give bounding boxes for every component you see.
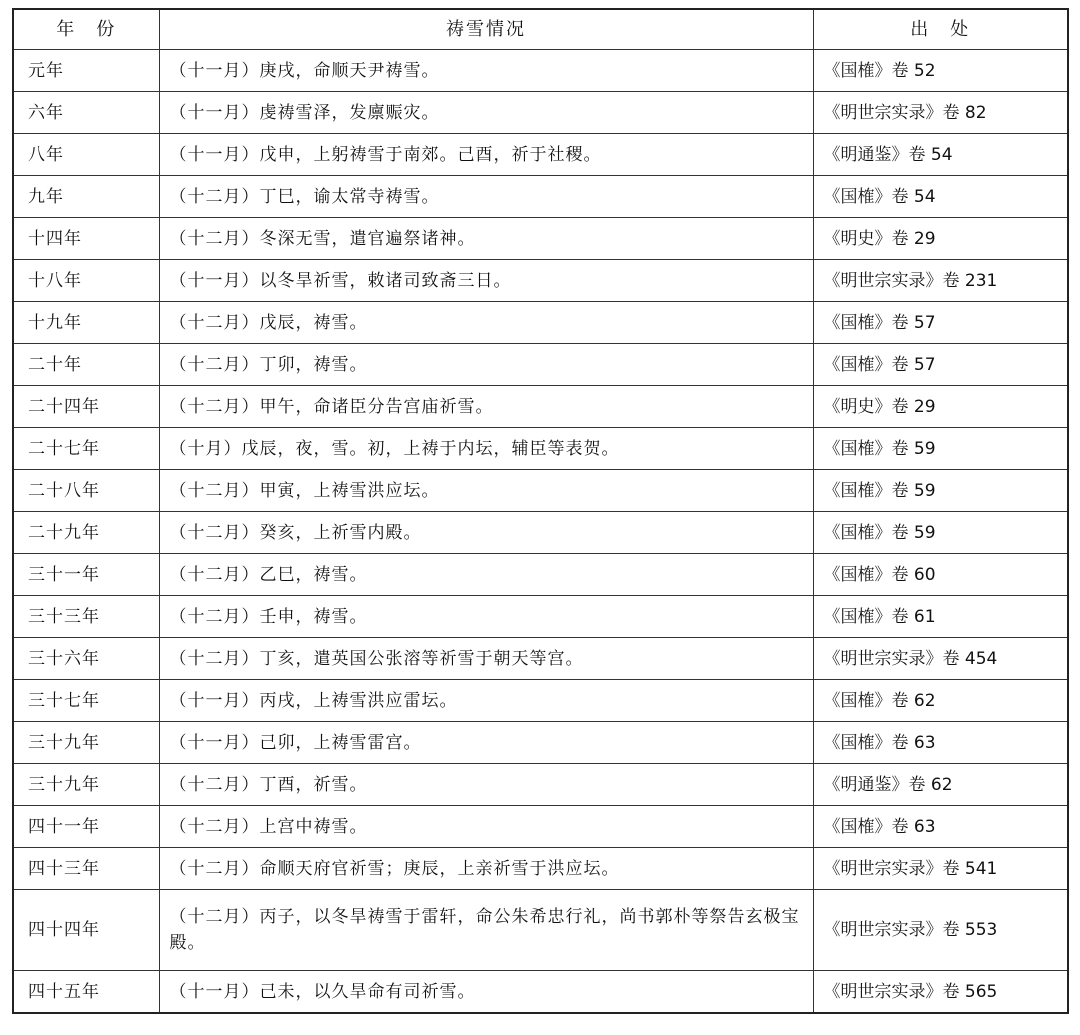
source-cell: 《国榷》卷 52 — [813, 50, 1068, 92]
source-cell: 《明史》卷 29 — [813, 218, 1068, 260]
table-row — [13, 470, 1068, 512]
table-row — [13, 176, 1068, 218]
source-cell: 《国榷》卷 63 — [813, 722, 1068, 764]
event-cell: （十二月）甲寅，上祷雪洪应坛。 — [159, 470, 813, 512]
table-row — [13, 218, 1068, 260]
table-header — [13, 9, 1068, 50]
source-cell: 《国榷》卷 63 — [813, 806, 1068, 848]
source-cell: 《明通鉴》卷 62 — [813, 764, 1068, 806]
event-cell: （十二月）甲午，命诸臣分告宫庙祈雪。 — [159, 386, 813, 428]
table-row — [13, 512, 1068, 554]
event-cell: （十月）戊辰，夜，雪。初，上祷于内坛，辅臣等表贺。 — [159, 428, 813, 470]
table-row — [13, 302, 1068, 344]
year-cell: 十八年 — [13, 260, 159, 302]
event-cell: （十一月）庚戌，命顺天尹祷雪。 — [159, 50, 813, 92]
event-cell: （十二月）冬深无雪，遣官遍祭诸神。 — [159, 218, 813, 260]
event-cell: （十一月）己卯，上祷雪雷宫。 — [159, 722, 813, 764]
event-cell: （十一月）虔祷雪泽，发廪赈灾。 — [159, 92, 813, 134]
year-cell: 四十三年 — [13, 848, 159, 890]
source-cell: 《国榷》卷 60 — [813, 554, 1068, 596]
source-cell: 《明通鉴》卷 54 — [813, 134, 1068, 176]
event-cell: （十二月）丁卯，祷雪。 — [159, 344, 813, 386]
source-cell: 《明世宗实录》卷 454 — [813, 638, 1068, 680]
event-cell: （十二月）戊辰，祷雪。 — [159, 302, 813, 344]
year-cell: 十九年 — [13, 302, 159, 344]
header-year: 年 份 — [13, 9, 159, 50]
year-cell: 六年 — [13, 92, 159, 134]
event-cell: （十一月）以冬旱祈雪，敕诸司致斋三日。 — [159, 260, 813, 302]
event-cell: （十二月）乙巳，祷雪。 — [159, 554, 813, 596]
year-cell: 四十一年 — [13, 806, 159, 848]
source-cell: 《国榷》卷 59 — [813, 428, 1068, 470]
year-cell: 二十八年 — [13, 470, 159, 512]
source-cell: 《明世宗实录》卷 553 — [813, 890, 1068, 971]
year-cell: 三十九年 — [13, 764, 159, 806]
table-row — [13, 680, 1068, 722]
table-row — [13, 971, 1068, 1014]
year-cell: 四十四年 — [13, 890, 159, 971]
source-cell: 《国榷》卷 57 — [813, 302, 1068, 344]
event-cell: （十一月）丙戌，上祷雪洪应雷坛。 — [159, 680, 813, 722]
table-row — [13, 92, 1068, 134]
table-row — [13, 722, 1068, 764]
source-cell: 《明世宗实录》卷 82 — [813, 92, 1068, 134]
event-cell: （十二月）丁巳，谕太常寺祷雪。 — [159, 176, 813, 218]
source-cell: 《国榷》卷 54 — [813, 176, 1068, 218]
table-row — [13, 554, 1068, 596]
table-row — [13, 764, 1068, 806]
snow-prayer-table — [12, 8, 1069, 1014]
table-row — [13, 344, 1068, 386]
source-cell: 《明史》卷 29 — [813, 386, 1068, 428]
event-cell: （十二月）上宫中祷雪。 — [159, 806, 813, 848]
event-cell: （十一月）己未，以久旱命有司祈雪。 — [159, 971, 813, 1014]
table-row — [13, 386, 1068, 428]
table-row — [13, 848, 1068, 890]
year-cell: 八年 — [13, 134, 159, 176]
table-row — [13, 134, 1068, 176]
table-row — [13, 806, 1068, 848]
header-row — [13, 9, 1068, 50]
year-cell: 元年 — [13, 50, 159, 92]
table-row — [13, 890, 1068, 971]
year-cell: 三十一年 — [13, 554, 159, 596]
document-page — [12, 8, 1067, 1014]
header-event: 祷雪情况 — [159, 9, 813, 50]
year-cell: 二十七年 — [13, 428, 159, 470]
source-cell: 《国榷》卷 61 — [813, 596, 1068, 638]
year-cell: 三十七年 — [13, 680, 159, 722]
event-cell: （十二月）命顺天府官祈雪；庚辰，上亲祈雪于洪应坛。 — [159, 848, 813, 890]
table-row — [13, 428, 1068, 470]
event-cell: （十二月）癸亥，上祈雪内殿。 — [159, 512, 813, 554]
source-cell: 《国榷》卷 62 — [813, 680, 1068, 722]
table-row — [13, 260, 1068, 302]
source-cell: 《明世宗实录》卷 231 — [813, 260, 1068, 302]
event-cell: （十一月）戊申，上躬祷雪于南郊。己酉，祈于社稷。 — [159, 134, 813, 176]
source-cell: 《明世宗实录》卷 565 — [813, 971, 1068, 1014]
header-source: 出 处 — [813, 9, 1068, 50]
event-cell: （十二月）丁亥，遣英国公张溶等祈雪于朝天等宫。 — [159, 638, 813, 680]
year-cell: 三十三年 — [13, 596, 159, 638]
source-cell: 《明世宗实录》卷 541 — [813, 848, 1068, 890]
year-cell: 十四年 — [13, 218, 159, 260]
event-cell: （十二月）丙子，以冬旱祷雪于雷轩，命公朱希忠行礼，尚书郭朴等祭告玄极宝殿。 — [159, 890, 813, 971]
event-cell: （十二月）壬申，祷雪。 — [159, 596, 813, 638]
year-cell: 四十五年 — [13, 971, 159, 1014]
source-cell: 《国榷》卷 57 — [813, 344, 1068, 386]
year-cell: 三十六年 — [13, 638, 159, 680]
year-cell: 二十九年 — [13, 512, 159, 554]
table-row — [13, 638, 1068, 680]
year-cell: 九年 — [13, 176, 159, 218]
source-cell: 《国榷》卷 59 — [813, 512, 1068, 554]
year-cell: 三十九年 — [13, 722, 159, 764]
event-cell: （十二月）丁酉，祈雪。 — [159, 764, 813, 806]
year-cell: 二十四年 — [13, 386, 159, 428]
year-cell: 二十年 — [13, 344, 159, 386]
source-cell: 《国榷》卷 59 — [813, 470, 1068, 512]
table-row — [13, 596, 1068, 638]
table-row — [13, 50, 1068, 92]
table-body — [13, 50, 1068, 1014]
